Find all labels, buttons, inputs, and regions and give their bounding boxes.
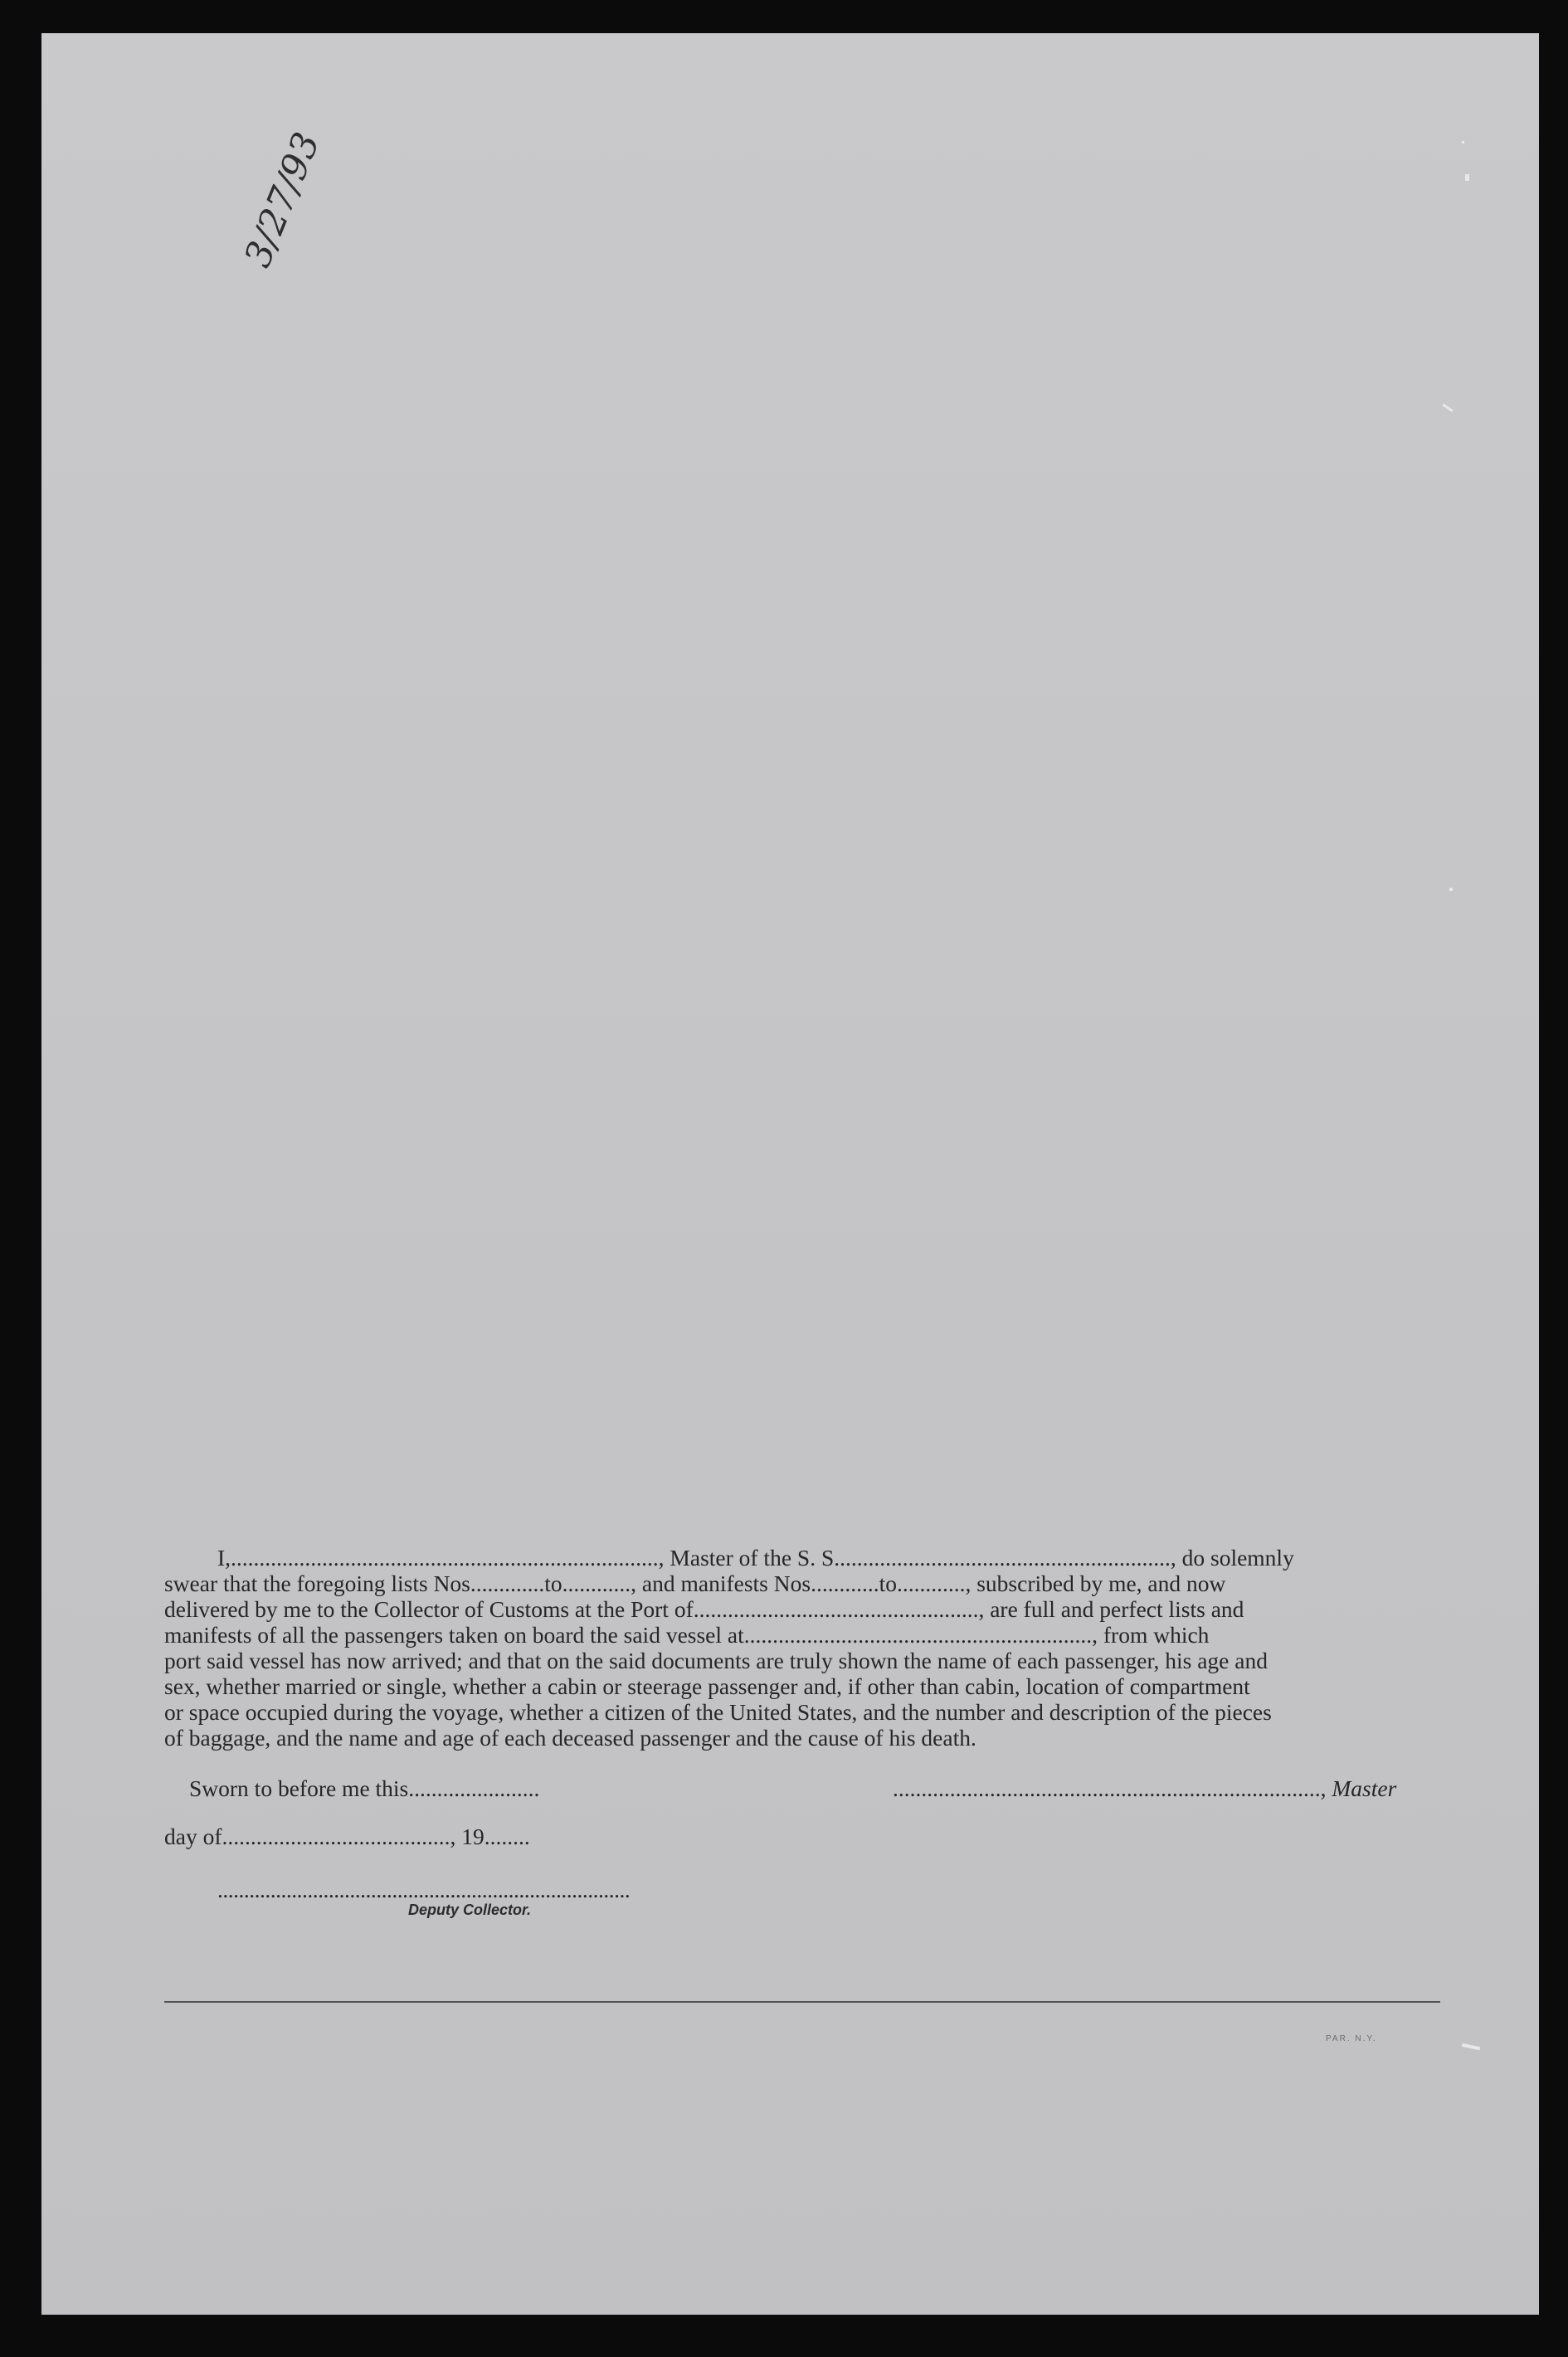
speck-mark [1442,403,1453,412]
speck-mark [1462,141,1464,144]
document-page [41,33,1539,2315]
deputy-signature-line: .............................................................................. [217,1877,631,1902]
bottom-rule [164,2001,1440,2003]
oath-line: of baggage, and the name and age of each deceased passenger and the cause of his death. [164,1725,976,1751]
oath-line: swear that the foregoing lists Nos.............to............, and manifests Nos............to............, subscribed by me, and now [164,1571,1226,1596]
oath-line: delivered by me to the Collector of Customs at the Port of.................................................., are full and perfect lists and [164,1596,1244,1622]
speck-mark [1449,888,1453,891]
oath-line: port said vessel has now arrived; and that on the said documents are truly shown the name of each passenger, his age and [164,1648,1268,1673]
oath-line: sex, whether married or single, whether a cabin or steerage passenger and, if other than cabin, location of compartment [164,1673,1250,1699]
deputy-collector-label: Deputy Collector. [408,1902,532,1918]
masters-oath [164,1545,1454,1751]
oath-line: I,..........................................................................., Master of the S. S..........................................................., do solemnly [217,1545,1294,1571]
oath-line: manifests of all the passengers taken on board the said vessel at............................................................., from which [164,1622,1210,1648]
speck-mark [1465,174,1469,181]
oath-line: or space occupied during the voyage, whether a citizen of the United States, and the number and description of the pieces [164,1699,1272,1725]
sworn-before-line: Sworn to before me this....................... [189,1775,540,1801]
handwritten-note: 3/27/93 [236,126,329,274]
master-signature-dots: ..........................................................................., [893,1775,1332,1801]
speck-mark [1462,2043,1480,2050]
printer-imprint: PAR. N.Y. [1326,2034,1377,2043]
master-label: Master [1332,1775,1397,1801]
master-signature-line [893,1775,1396,1802]
day-of-line: day of........................................, 19........ [164,1824,530,1849]
